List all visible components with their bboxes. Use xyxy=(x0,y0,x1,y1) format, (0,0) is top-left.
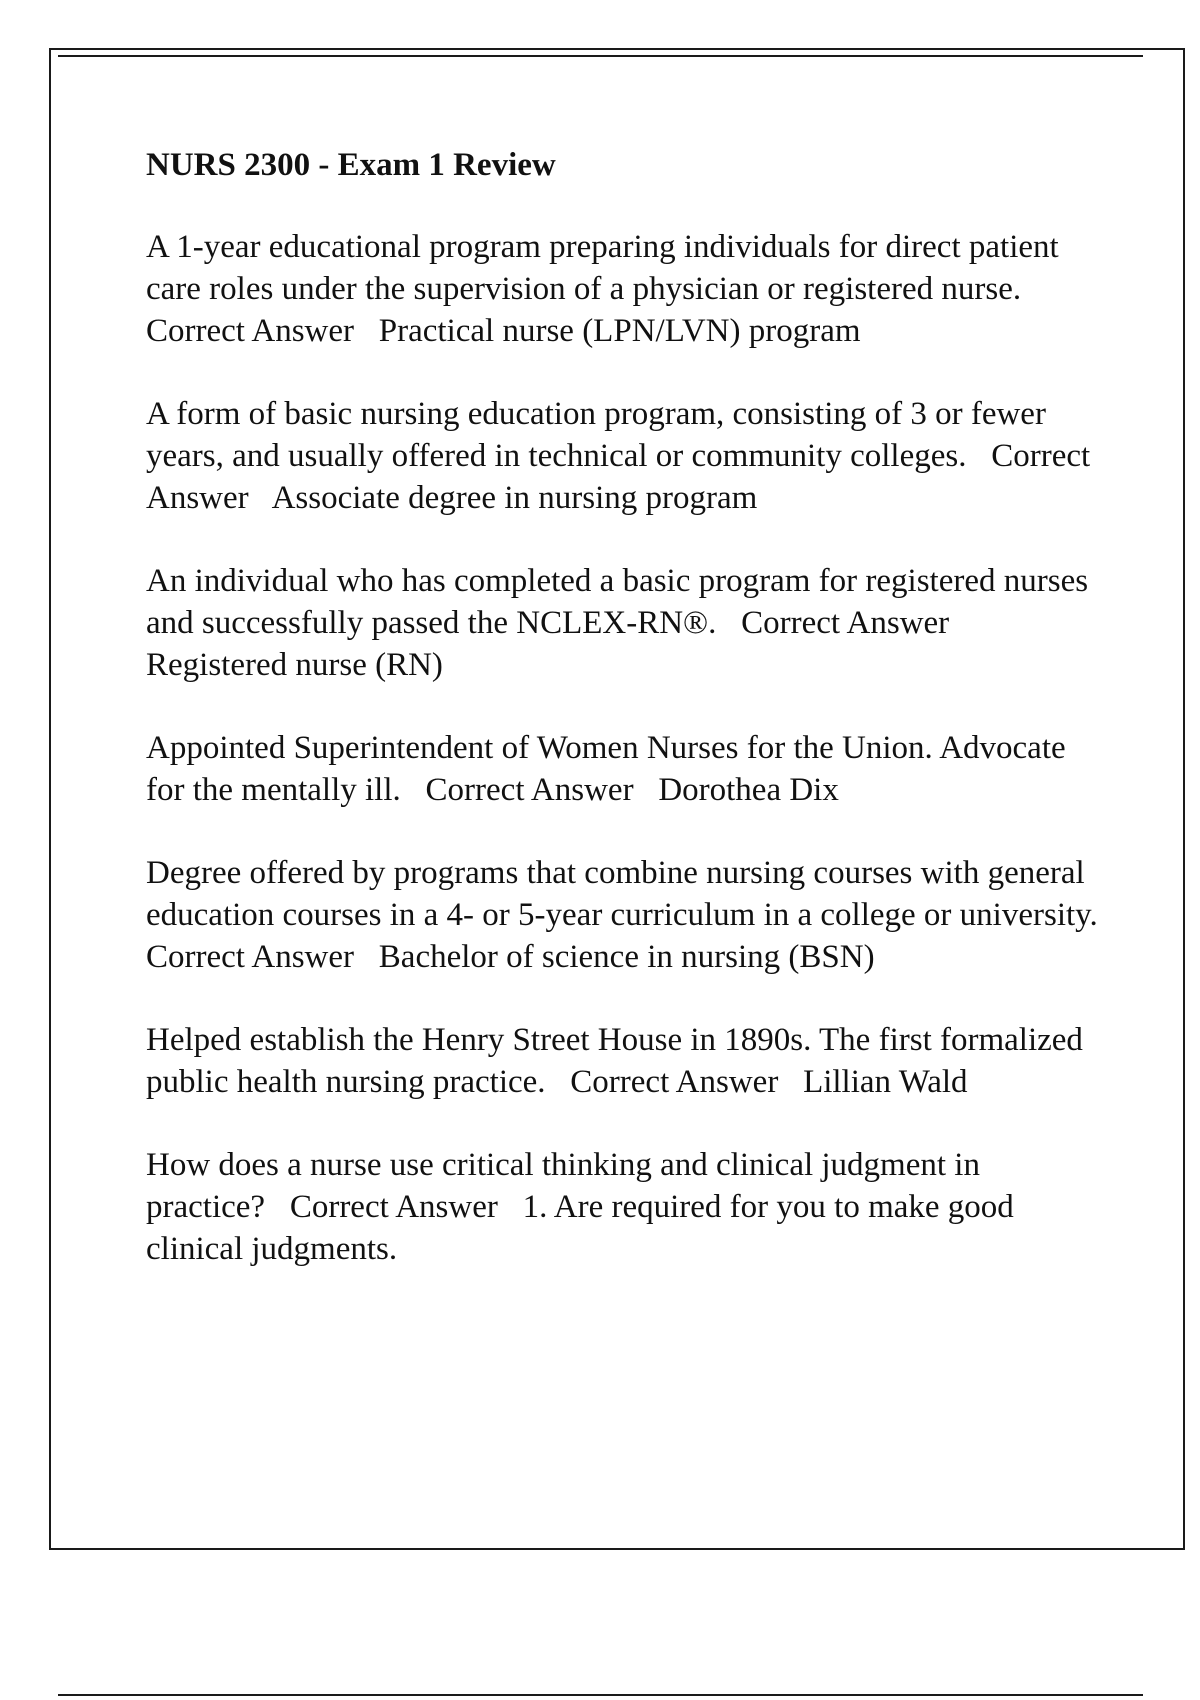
document-title: NURS 2300 - Exam 1 Review xyxy=(146,147,556,183)
answer-text: 1. Are required for you to make good clinical judgments. xyxy=(146,1189,1023,1267)
question-text: A form of basic nursing education program, consisting of 3 or fewer years, and usually offered in technical or community colleges. xyxy=(146,396,1055,474)
question-text: An individual who has completed a basic program for registered nurses and successfully passed the NCLEX-RN®. xyxy=(146,563,1097,641)
qa-item xyxy=(146,1019,1106,1103)
answer-text: Lillian Wald xyxy=(803,1064,968,1100)
answer-text: Registered nurse (RN) xyxy=(146,647,443,683)
top-divider-line xyxy=(58,55,1143,57)
answer-text: Practical nurse (LPN/LVN) program xyxy=(378,313,861,349)
document-body xyxy=(146,144,1106,1311)
qa-item xyxy=(146,226,1106,352)
answer-label: Correct Answer xyxy=(289,1189,498,1225)
question-text: A 1-year educational program preparing individuals for direct patient care roles under the supervision of a physician or registered nurse. xyxy=(146,229,1067,307)
answer-text: Dorothea Dix xyxy=(658,772,839,808)
answer-label: Correct Answer xyxy=(741,605,950,641)
qa-item xyxy=(146,727,1106,811)
qa-item xyxy=(146,393,1106,519)
question-text: How does a nurse use critical thinking and clinical judgment in practice? xyxy=(146,1147,989,1225)
qa-item xyxy=(146,1144,1106,1270)
answer-text: Associate degree in nursing program xyxy=(271,480,758,516)
answer-label: Correct Answer xyxy=(570,1064,779,1100)
qa-item xyxy=(146,560,1106,686)
qa-item xyxy=(146,852,1106,978)
answer-text: Bachelor of science in nursing (BSN) xyxy=(378,939,875,975)
question-text: Degree offered by programs that combine nursing courses with general education courses in a 4- or 5-year curriculum in a college or university. xyxy=(146,855,1098,933)
question-text: Appointed Superintendent of Women Nurses for the Union. Advocate for the mentally ill. xyxy=(146,730,1074,808)
bottom-divider-line xyxy=(58,1694,1143,1696)
answer-label: Correct Answer xyxy=(425,772,634,808)
answer-label: Correct Answer xyxy=(146,313,355,349)
answer-label: Correct Answer xyxy=(146,438,1097,516)
question-text: Helped establish the Henry Street House in 1890s. The first formalized public health nursing practice. xyxy=(146,1022,1092,1100)
answer-label: Correct Answer xyxy=(146,939,355,975)
